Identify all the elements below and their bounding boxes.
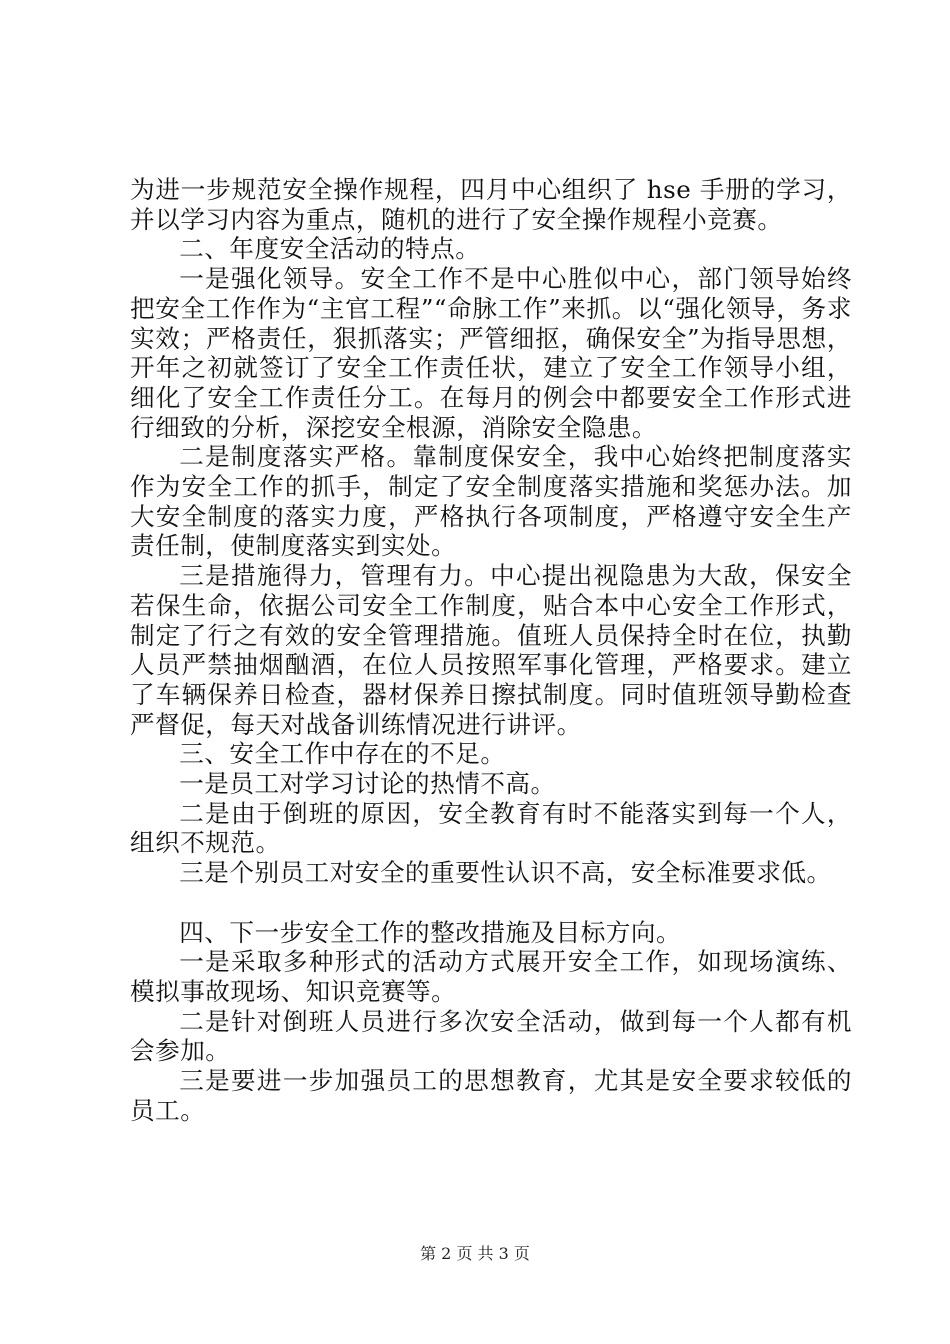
paragraph-measure-3: 三是要进一步加强员工的思想教育，尤其是安全要求较低的员工。 bbox=[130, 1066, 852, 1125]
heading-annual-features: 二、年度安全活动的特点。 bbox=[179, 234, 481, 264]
paragraph-measure-1: 一是采取多种形式的活动方式展开安全工作，如现场演练、模拟事故现场、知识竞赛等。 bbox=[130, 947, 852, 1006]
paragraph-shortcoming-3: 三是个别员工对安全的重要性认识不高，安全标准要求低。 bbox=[179, 858, 832, 888]
page-number-footer: 第 2 页 共 3 页 bbox=[420, 1244, 530, 1263]
blank-line bbox=[130, 888, 852, 918]
heading-shortcomings: 三、安全工作中存在的不足。 bbox=[179, 739, 506, 769]
heading-improvement-measures: 四、下一步安全工作的整改措施及目标方向。 bbox=[179, 917, 682, 947]
paragraph-hse-study: 为进一步规范安全操作规程，四月中心组织了 hse 手册的学习，并以学习内容为重点，随机的进行了安全操作规程小竞赛。 bbox=[130, 175, 852, 234]
paragraph-shortcoming-2: 二是由于倒班的原因，安全教育有时不能落实到每一个人，组织不规范。 bbox=[130, 798, 852, 858]
paragraph-effective-measures: 三是措施得力，管理有力。中心提出视隐患为大敌，保安全若保生命，依据公司安全工作制度，贴合本中心安全工作形式，制定了行之有效的安全管理措施。值班人员保持全时在位，执勤人员严禁抽烟酗酒，在位人员按照军事化管理，严格要求。建立了车辆保养日检查，器材保养日擦拭制度。同时值班领导勤检查严督促，每天对战备训练情况进行讲评。 bbox=[130, 561, 852, 739]
paragraph-measure-2: 二是针对倒班人员进行多次安全活动，做到每一个人都有机会参加。 bbox=[130, 1006, 852, 1066]
paragraph-strengthen-leadership: 一是强化领导。安全工作不是中心胜似中心，部门领导始终把安全工作作为“主官工程”“命脉工作”来抓。以“强化领导，务求实效；严格责任，狠抓落实；严管细抠，确保安全”为指导思想，开年之初就签订了安全工作责任状，建立了安全工作领导小组，细化了安全工作责任分工。在每月的例会中都要安全工作形式进行细致的分析，深挖安全根源，消除安全隐患。 bbox=[130, 264, 852, 442]
paragraph-shortcoming-1: 一是员工对学习讨论的热情不高。 bbox=[179, 769, 556, 799]
document-body bbox=[130, 175, 852, 1125]
paragraph-strict-system: 二是制度落实严格。靠制度保安全，我中心始终把制度落实作为安全工作的抓手，制定了安全制度落实措施和奖惩办法。加大安全制度的落实力度，严格执行各项制度，严格遵守安全生产责任制，使制度落实到实处。 bbox=[130, 442, 852, 561]
